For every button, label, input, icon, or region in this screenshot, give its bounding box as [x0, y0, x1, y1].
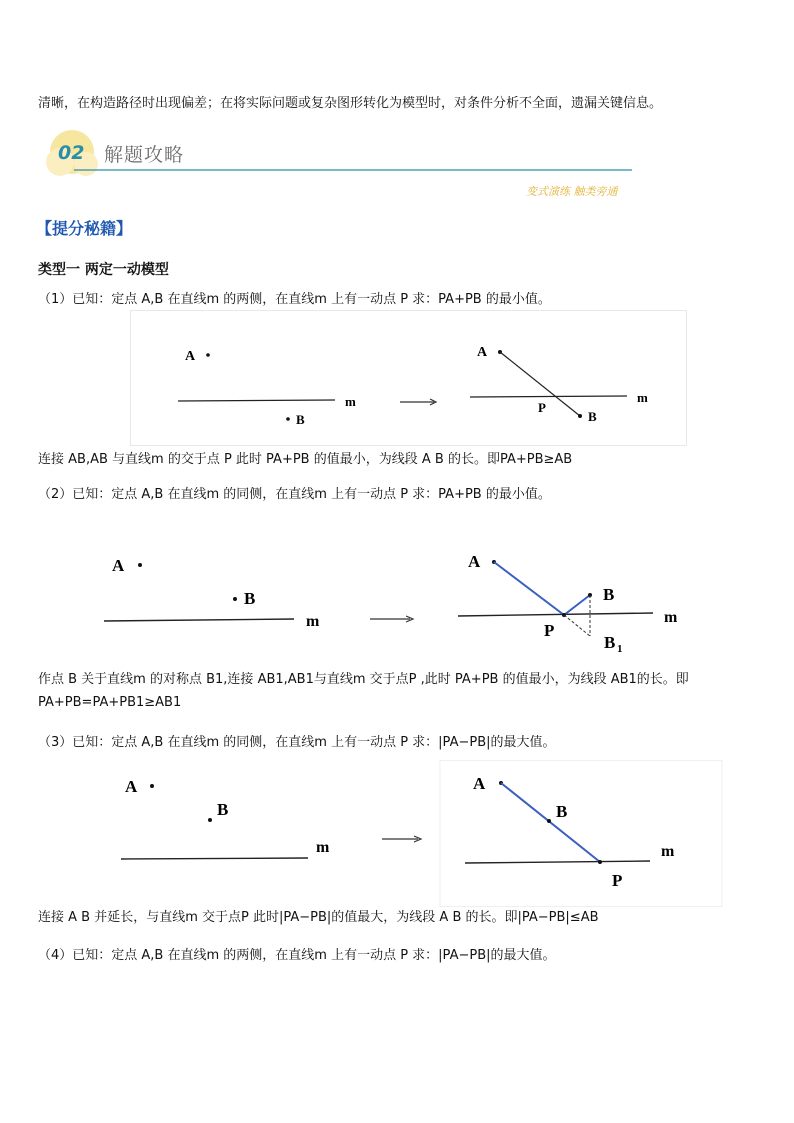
fig3-label-a2: A — [473, 774, 486, 793]
figure-1 — [130, 310, 690, 446]
header-title: 解题攻略 — [104, 144, 185, 166]
fig2-label-a: A — [112, 556, 125, 575]
fig3-label-m2: m — [661, 843, 675, 860]
fig2-label-b2: B — [603, 585, 615, 604]
item-3-conclusion: 连接 A B 并延长，与直线m 交于点P 此时|PA−PB|的值最大，为线段 A B 的长。即|PA−PB|≤AB — [38, 910, 599, 925]
type-heading: 类型一 两定一动模型 — [38, 262, 169, 278]
item-2-stem: （2）已知：定点 A,B 在直线m 的同侧，在直线m 上有一动点 P 求：PA+PB 的最小值。 — [38, 487, 551, 502]
fig1-label-m: m — [345, 394, 356, 409]
fig2-label-m: m — [306, 613, 320, 630]
fig2-label-p: P — [544, 621, 555, 640]
item-1-conclusion: 连接 AB,AB 与直线m 的交于点 P 此时 PA+PB 的值最小，为线段 A B 的长。即PA+PB≥AB — [38, 452, 573, 467]
header-number: 02 — [58, 142, 85, 164]
fig1-label-m2: m — [637, 390, 648, 405]
fig1-label-b2: B — [588, 409, 597, 424]
fig2-label-a2: A — [468, 552, 481, 571]
item-3-stem: （3）已知：定点 A,B 在直线m 的同侧，在直线m 上有一动点 P 求：|PA−PB|的最大值。 — [38, 735, 556, 750]
fig3-label-m: m — [316, 839, 330, 856]
item-1-stem: （1）已知：定点 A,B 在直线m 的两侧，在直线m 上有一动点 P 求：PA+PB 的最小值。 — [38, 292, 551, 307]
fig2-label-b1: B — [604, 633, 616, 652]
fig3-label-b2: B — [556, 802, 568, 821]
fig3-label-p: P — [612, 871, 623, 890]
section-title: 【提分秘籍】 — [36, 219, 133, 238]
figure-3 — [100, 760, 725, 910]
fig2-label-m2: m — [664, 609, 678, 626]
fig3-label-b: B — [217, 800, 229, 819]
fig2-label-b1-sub: 1 — [617, 643, 623, 655]
fig1-label-a: A — [185, 349, 196, 364]
fig2-label-b: B — [244, 589, 256, 608]
item-2-conclusion-line2: PA+PB=PA+PB1≥AB1 — [38, 695, 182, 710]
header-tagline: 变式演练 触类旁通 — [526, 185, 618, 198]
fig1-label-b: B — [296, 412, 305, 427]
figure-2 — [90, 540, 690, 660]
fig1-label-p: P — [538, 400, 546, 415]
item-2-conclusion: 作点 B 关于直线m 的对称点 B1,连接 AB1,AB1与直线m 交于点P ,此时 PA+PB 的值最小，为线段 AB1的长。即 — [38, 672, 689, 687]
fig1-label-a2: A — [477, 345, 488, 360]
item-4-stem: （4）已知：定点 A,B 在直线m 的两侧，在直线m 上有一动点 P 求：|PA−PB|的最大值。 — [38, 948, 556, 963]
intro-text: 清晰，在构造路径时出现偏差；在将实际问题或复杂图形转化为模型时，对条件分析不全面，遗漏关键信息。 — [38, 96, 663, 111]
fig3-label-a: A — [125, 777, 138, 796]
